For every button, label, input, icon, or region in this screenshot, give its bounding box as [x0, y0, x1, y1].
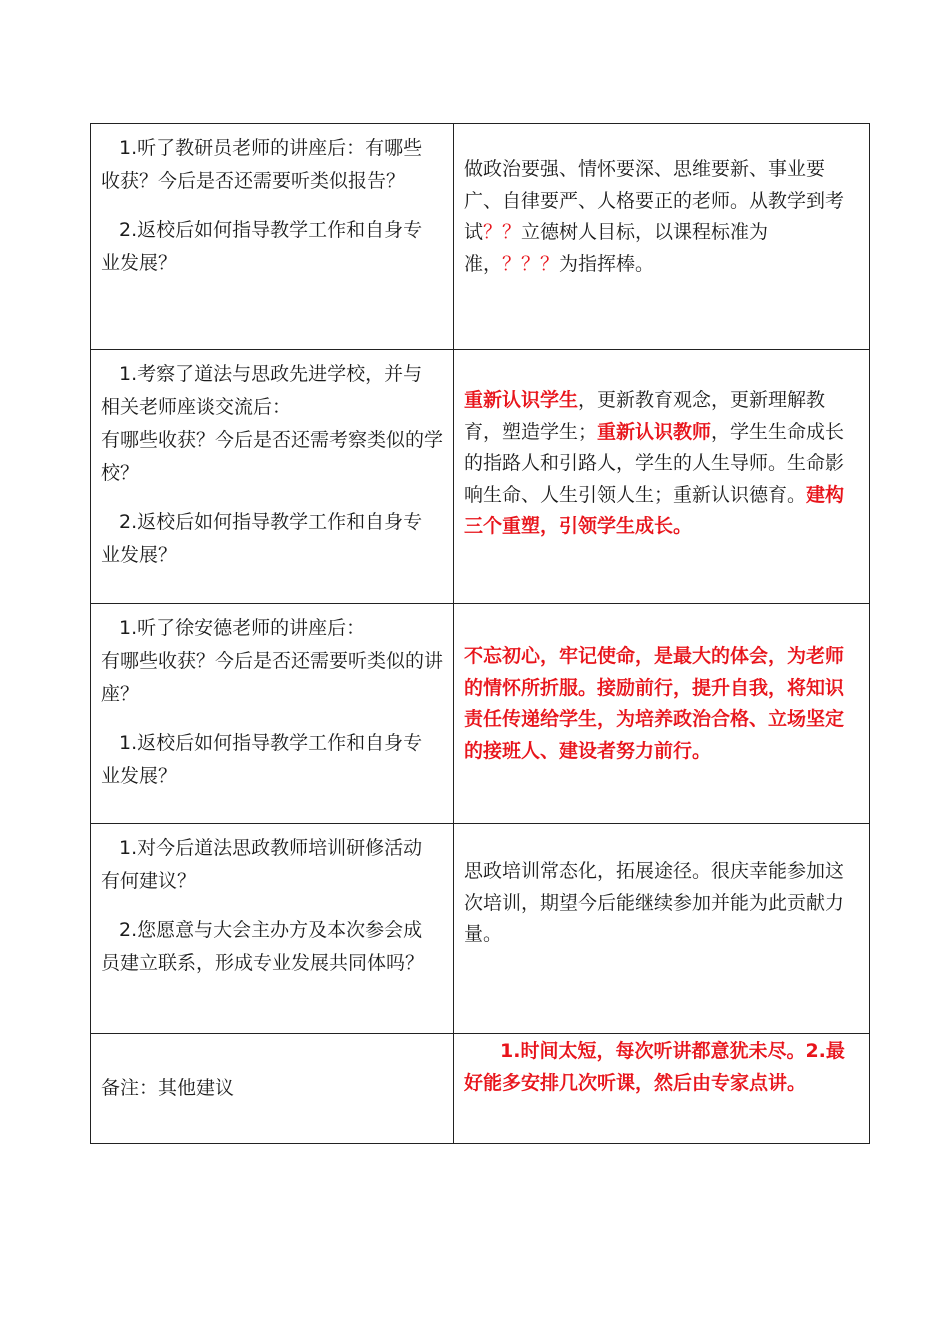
question-2-cont: 员建立联系，形成专业发展共同体吗？	[101, 952, 425, 974]
question-cell	[91, 824, 454, 1034]
question-cell	[91, 124, 454, 350]
question-2: 2.您愿意与大会主办方及本次参会成	[119, 919, 423, 941]
question-1-cont: 有哪些收获？今后是否还需要听类似的讲座？	[101, 650, 444, 705]
question-2: 2.返校后如何指导教学工作和自身专	[119, 219, 423, 241]
answer-highlight: 建构三个重塑，引领学生成长。	[464, 483, 845, 537]
answer-question-marks: ？？	[483, 221, 522, 243]
answer-text: 做政治要强、情怀要深、思维要新、事业要广、自律要严、人格要正的老师。从教学到考试	[464, 158, 845, 243]
feedback-table	[90, 123, 870, 1144]
answer-highlight: 重新认识教师	[597, 420, 712, 443]
question-1-cont: 有哪些收获？今后是否还需考察类似的学校？	[101, 429, 444, 484]
answer-question-marks: ？？？	[502, 252, 560, 275]
question-1: 1.考察了道法与思政先进学校，并与	[119, 363, 423, 385]
answer-cell: 不忘初心，牢记使命，是最大的体会，为老师的情怀所折服。接励前行，提升自我，将知识责任传递给学生，为培养政治合格、立场坚定的接班人、建设者努力前行。	[454, 604, 870, 824]
answer-cell	[454, 350, 870, 604]
answer-text: 为指挥棒。	[559, 252, 655, 275]
table-row	[91, 124, 870, 350]
question-1-cont: 相关老师座谈交流后：	[101, 396, 292, 418]
question-cell	[91, 604, 454, 824]
table-row	[91, 1034, 870, 1144]
answer-text: 立德树人目标，以课程标准为准，	[464, 221, 769, 275]
table-row	[91, 824, 870, 1034]
question-1: 1.听了教研员老师的讲座后：有哪些	[119, 137, 423, 159]
question-2-cont: 业发展？	[101, 544, 178, 566]
answer-cell	[454, 1034, 870, 1144]
question-2-cont: 业发展？	[101, 252, 178, 274]
answer-highlight: 重新认识学生	[464, 389, 579, 411]
table-row	[91, 350, 870, 604]
answer-cell: 思政培训常态化，拓展途径。很庆幸能参加这次培训，期望今后能继续参加并能为此贡献力量。	[454, 824, 870, 1034]
table-row	[91, 604, 870, 824]
answer-text: ，学生生命成长的指路人和引路人，学生的人生导师。生命影响生命、人生引领人生；重新认识德育。	[464, 420, 845, 506]
question-2-cont: 业发展？	[101, 765, 178, 787]
question-1-cont: 收获？今后是否还需要听类似报告？	[101, 170, 406, 192]
question-2: 1.返校后如何指导教学工作和自身专	[119, 732, 423, 754]
remarks-label: 备注：其他建议	[91, 1034, 454, 1144]
question-1-cont: 有何建议？	[101, 870, 197, 892]
answer-cell	[454, 124, 870, 350]
question-2: 2.返校后如何指导教学工作和自身专	[119, 511, 423, 533]
question-1: 1.听了徐安德老师的讲座后：	[119, 617, 366, 639]
question-1: 1.对今后道法思政教师培训研修活动	[119, 837, 423, 859]
question-cell	[91, 350, 454, 604]
answer-text: ，更新教育观念，更新理解教育，塑造学生；	[464, 389, 826, 443]
remarks-text: 1.时间太短，每次听讲都意犹未尽。2.最好能多安排几次听课，然后由专家点讲。	[464, 1040, 845, 1094]
